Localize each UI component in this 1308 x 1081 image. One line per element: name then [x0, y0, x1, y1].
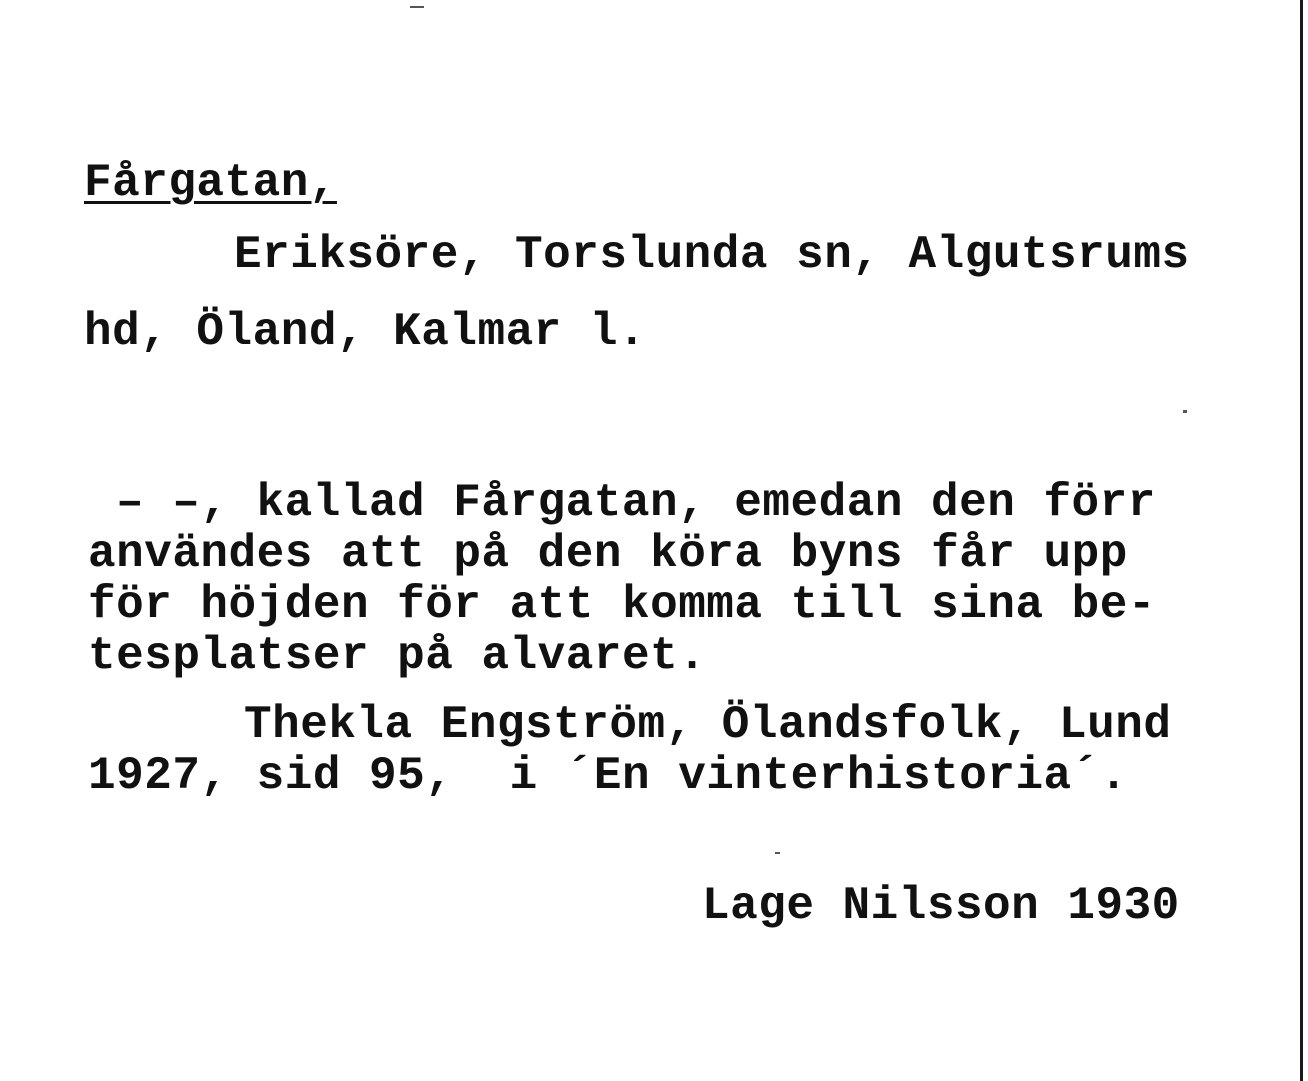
speck [1183, 410, 1187, 413]
speck [410, 6, 424, 8]
speck [775, 852, 780, 854]
note-line-1: – –, kallad Fårgatan, emedan den förr [116, 477, 1156, 529]
location-line-1: Eriksöre, Torslunda sn, Algutsrums [234, 229, 1190, 281]
note-line-3: för höjden för att komma till sina be- [88, 579, 1156, 631]
note-line-2: användes att på den köra byns får upp [88, 528, 1128, 580]
signature: Lage Nilsson 1930 [702, 880, 1180, 932]
source-line-2: 1927, sid 95, i ´En vinterhistoria´. [88, 750, 1128, 802]
location-line-2: hd, Öland, Kalmar l. [84, 306, 647, 358]
card-right-edge [1300, 0, 1303, 1081]
source-line-1: Thekla Engström, Ölandsfolk, Lund [244, 699, 1172, 751]
note-line-4: tesplatser på alvaret. [88, 630, 707, 682]
card-title: Fårgatan, [84, 157, 337, 209]
